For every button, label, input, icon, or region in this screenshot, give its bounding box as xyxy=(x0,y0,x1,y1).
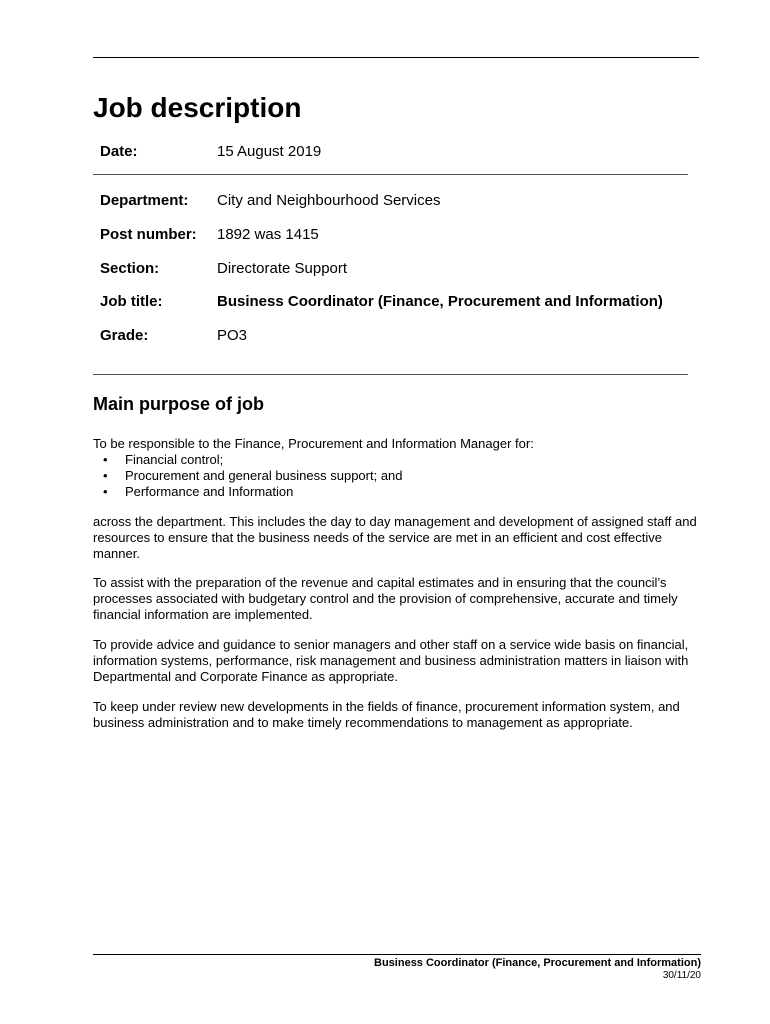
post-number-value: 1892 was 1415 xyxy=(217,226,319,243)
job-title-label: Job title: xyxy=(100,293,163,310)
page-title: Job description xyxy=(93,92,302,123)
footer-title: Business Coordinator (Finance, Procurement and Information) xyxy=(374,957,701,969)
paragraph: To assist with the preparation of the revenue and capital estimates and in ensuring that the council’s processes associated with budgetary control and the provision of comprehensive, accurate and timely financial information are implemented. xyxy=(93,575,678,622)
section-label: Section: xyxy=(100,260,160,277)
list-item: • Procurement and general business support; and xyxy=(93,468,403,484)
paragraph: across the department. This includes the day to day management and development of assigned staff and resources to ensure that the business needs of the service are met in an efficient and cost effective manner. xyxy=(93,514,697,561)
grade-value: PO3 xyxy=(217,327,248,344)
list-item: • Performance and Information xyxy=(93,484,403,500)
top-rule xyxy=(93,57,699,58)
department-value: City and Neighbourhood Services xyxy=(217,192,441,209)
footer-rule xyxy=(93,954,701,955)
grade-label: Grade: xyxy=(100,327,149,344)
job-title-value: Business Coordinator (Finance, Procurement and Information) xyxy=(217,293,663,310)
footer-date: 30/11/20 xyxy=(662,970,701,981)
post-number-label: Post number: xyxy=(100,226,197,243)
section-heading: Main purpose of job xyxy=(93,394,264,414)
department-label: Department: xyxy=(100,192,189,209)
intro-paragraph: To be responsible to the Finance, Procurement and Information Manager for: xyxy=(93,436,534,451)
divider-rule xyxy=(93,174,688,175)
date-value: 15 August 2019 xyxy=(217,143,322,160)
paragraph: To provide advice and guidance to senior managers and other staff on a service wide basis on financial, information systems, performance, risk management and business administration matters in liaison with Departmental and Corporate Finance as appropriate. xyxy=(93,637,689,684)
divider-rule xyxy=(93,374,688,375)
bullet-list xyxy=(93,452,403,500)
list-item: • Financial control; xyxy=(93,452,403,468)
section-value: Directorate Support xyxy=(217,260,348,277)
paragraph: To keep under review new developments in the fields of finance, procurement information system, and business administration and to make timely recommendations to management as appropriate. xyxy=(93,699,680,730)
date-label: Date: xyxy=(100,143,138,160)
